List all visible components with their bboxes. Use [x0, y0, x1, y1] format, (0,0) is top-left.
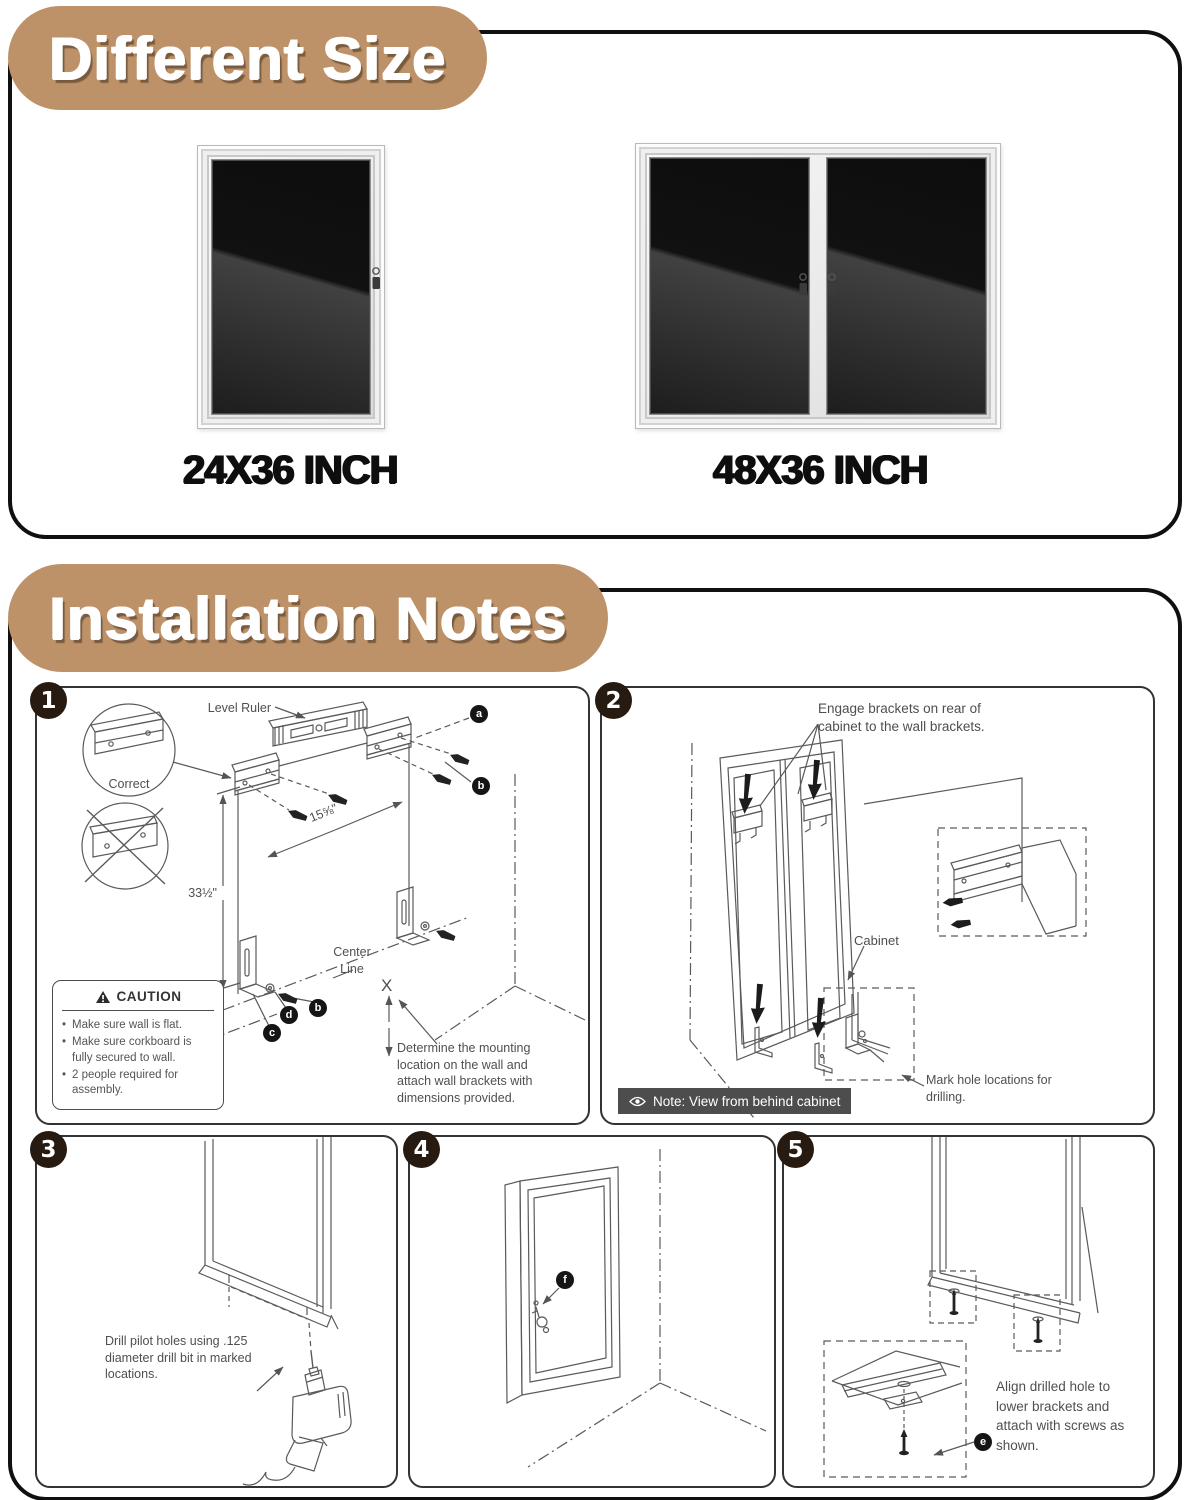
view-note-text: Note: View from behind cabinet [653, 1093, 841, 1109]
center-line-label: Center Line [333, 945, 371, 976]
height-dimension: 33½" [188, 886, 217, 900]
step3-panel [35, 1135, 398, 1488]
step2-instruction: Engage brackets on rear of cabinet to the wall brackets. [818, 701, 985, 734]
callout-f: f [556, 1271, 574, 1289]
step3-instruction: Drill pilot holes using .125 diameter drill bit in marked locations. [105, 1334, 252, 1381]
board-48x36-image [635, 143, 1001, 429]
caution-title: CAUTION [116, 989, 182, 1004]
step2-number-badge: 2 [595, 682, 632, 719]
installation-notes-title-badge [8, 564, 608, 672]
lock-icon [826, 272, 838, 298]
cabinet-label: Cabinet [854, 933, 899, 948]
x-mark-label: X [381, 976, 393, 995]
eye-icon [629, 1096, 646, 1107]
step2-diagram [602, 688, 1153, 1123]
step3-number-badge: 3 [30, 1131, 67, 1168]
step4-number-badge: 4 [403, 1131, 440, 1168]
mark-holes-note: Mark hole locations for drilling. [926, 1073, 1052, 1104]
board-48x36-label: 48X36 INCH [712, 448, 928, 492]
step4-panel [408, 1135, 776, 1488]
installation-notes-title: Installation Notes [48, 584, 568, 652]
step5-number-badge: 5 [777, 1131, 814, 1168]
step1-note: Determine the mounting location on the wall and attach wall brackets with dimensions provided. [397, 1041, 533, 1105]
callout-d: d [280, 1006, 298, 1024]
caution-box [52, 980, 224, 1110]
lock-icon [797, 272, 809, 298]
different-size-title-badge [8, 6, 487, 110]
step5-instruction: Align drilled hole to lower brackets and attach with screws as shown. [996, 1379, 1125, 1453]
callout-b2: b [309, 999, 327, 1017]
width-dimension: 15⅝" [307, 801, 340, 825]
callout-c: c [263, 1024, 281, 1042]
step1-number-badge: 1 [30, 682, 67, 719]
step2-panel [600, 686, 1155, 1125]
caution-item: • Make sure wall is flat. [62, 1018, 214, 1034]
board-24x36-corkface [211, 159, 371, 415]
caution-item: • Make sure corkboard is fully secured to wall. [62, 1035, 214, 1067]
caution-list [62, 1018, 214, 1099]
different-size-title: Different Size [48, 24, 447, 92]
step3-diagram [37, 1137, 396, 1486]
step4-diagram [410, 1137, 774, 1486]
callout-e: e [974, 1433, 992, 1451]
callout-b: b [472, 777, 490, 795]
warning-triangle-icon [95, 990, 111, 1004]
board-48x36-right-door [826, 157, 987, 415]
step1-panel [35, 686, 590, 1125]
board-24x36-label: 24X36 INCH [182, 448, 398, 492]
caution-item: • 2 people required for assembly. [62, 1068, 214, 1100]
board-48x36-left-door [649, 157, 810, 415]
callout-a: a [470, 705, 488, 723]
correct-label: Correct [108, 777, 150, 791]
level-ruler-label: Level Ruler [207, 701, 271, 715]
view-note-badge [618, 1088, 851, 1114]
board-24x36-image [197, 145, 385, 429]
lock-icon [370, 266, 382, 292]
caution-title-row [62, 989, 214, 1011]
step5-panel [782, 1135, 1155, 1488]
